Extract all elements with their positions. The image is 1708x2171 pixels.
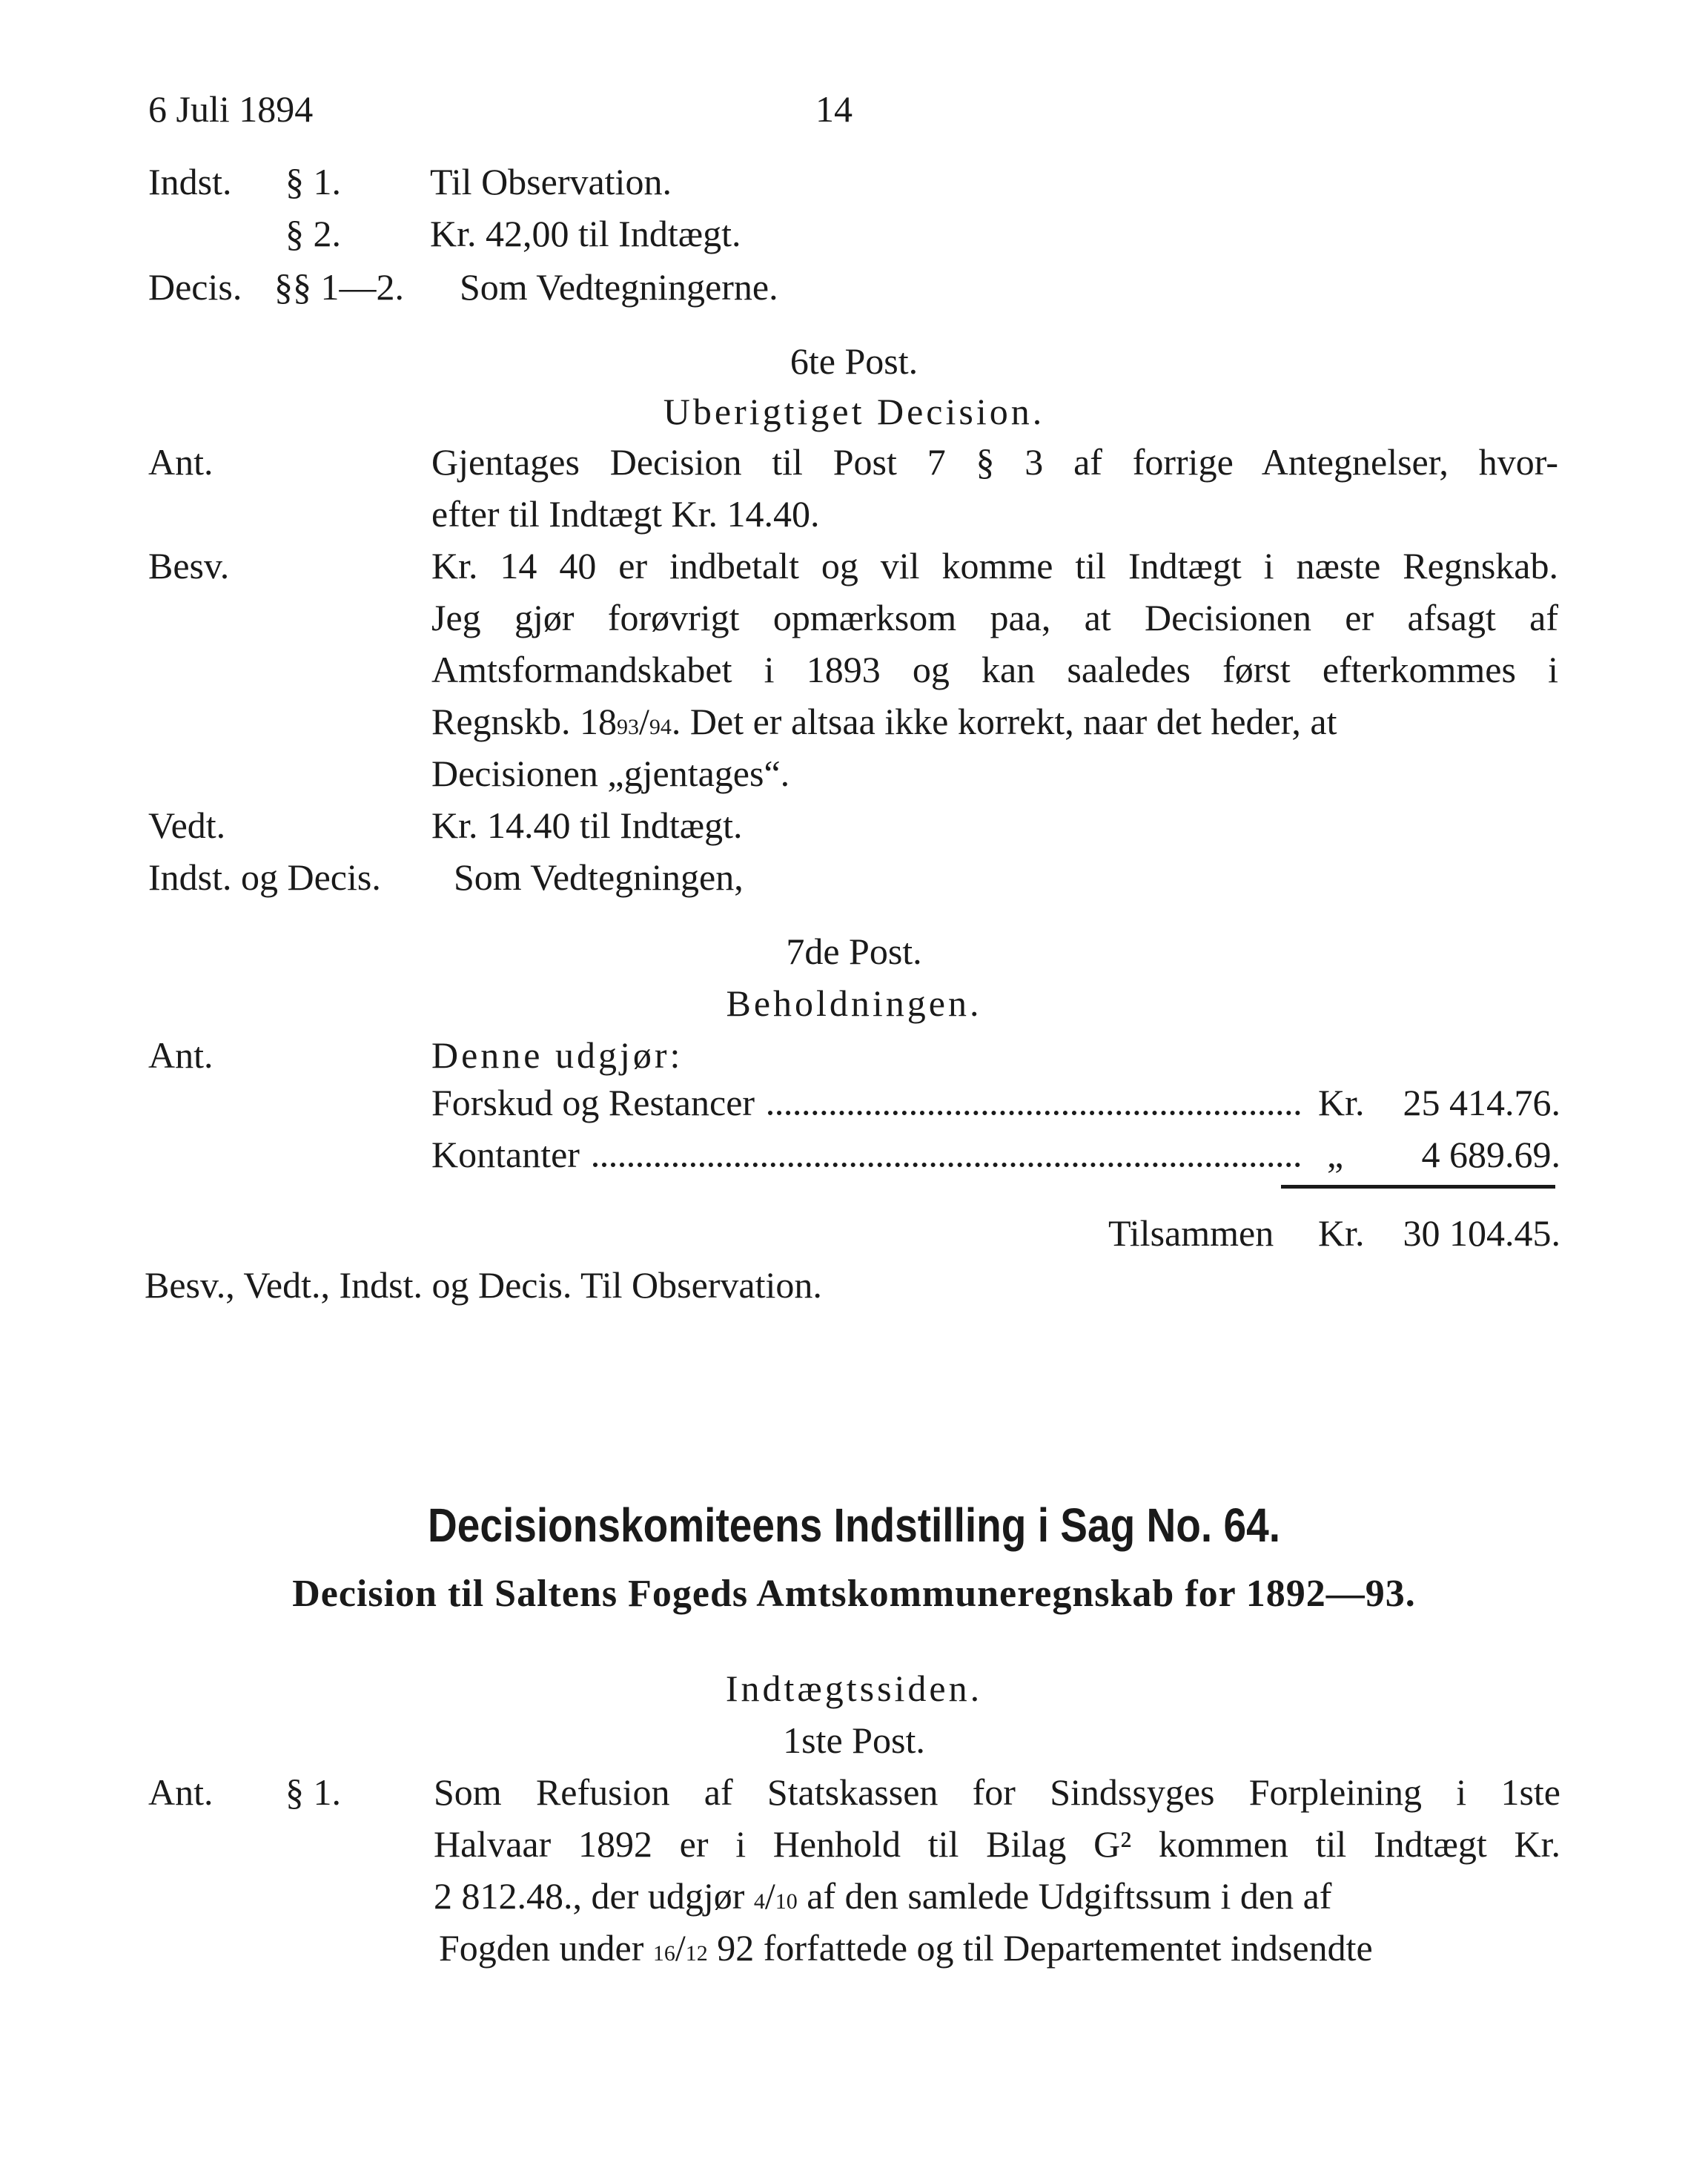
sum-rule: [1281, 1185, 1555, 1189]
vedt-text: Kr. 14.40 til Indtægt.: [431, 804, 743, 846]
body-line: Som Refusion af Statskassen for Sindssyges Forpleining i 1ste: [434, 1771, 1560, 1813]
ledger-amount: 4 689.69.: [1421, 1134, 1560, 1175]
besv-text-line: Decisionen „gjentages“.: [431, 753, 790, 794]
closing-line: Besv., Vedt., Indst. og Decis. Til Observation.: [145, 1264, 822, 1306]
body-fragment: 92 forfattede og til Departementet indsendte: [707, 1927, 1373, 1969]
fraction-slash: /: [764, 1875, 775, 1917]
body-fragment: 2 812.48., der udgjør: [434, 1875, 754, 1917]
post7-subtitle: Beholdningen.: [726, 982, 982, 1024]
post6-title: 6te Post.: [790, 340, 918, 382]
ant-text-line: efter til Indtægt Kr. 14.40.: [431, 493, 820, 535]
row-text: Som Vedtegningerne.: [460, 266, 778, 308]
side-title: Indtægtssiden.: [725, 1668, 983, 1709]
section-heading: Decisionskomiteens Indstilling i Sag No. 64.: [427, 1498, 1281, 1552]
dot-leader: [593, 1163, 1300, 1167]
post6-subtitle: Uberigtiget Decision.: [663, 391, 1045, 432]
besv-text-line: Kr. 14 40 er indbetalt og vil komme til Indtægt i næste Regnskab.: [431, 545, 1558, 586]
besv-text-line: Amtsformandskabet i 1893 og kan saaledes først efterkommes i: [431, 649, 1558, 690]
fraction-slash: /: [675, 1927, 686, 1969]
ledger-row: [431, 1136, 1314, 1174]
row-text: Til Observation.: [430, 161, 672, 202]
row-paragraph: § 2.: [285, 213, 341, 254]
ledger-amount: 25 414.76.: [1403, 1082, 1560, 1123]
ledger-currency: Kr.: [1318, 1082, 1365, 1123]
ant-label: Ant.: [148, 1771, 214, 1813]
body-fragment: Fogden under: [439, 1927, 653, 1969]
row-paragraph: § 1.: [285, 161, 341, 202]
fraction-slash: /: [639, 701, 649, 742]
ledger-label: Kontanter: [431, 1134, 580, 1175]
ledger-row: [431, 1084, 1314, 1123]
vedt-label: Vedt.: [148, 804, 226, 846]
page-date: 6 Juli 1894: [148, 88, 314, 130]
body-line: 2 812.48., der udgjør 4 / 10 af den samlede Udgiftssum i den af: [434, 1877, 1560, 1914]
row-paragraph: §§ 1—2.: [274, 266, 404, 308]
ant-label: Ant.: [148, 1034, 214, 1076]
body-line: Fogden under 16 / 12 92 forfattede og til Departementet indsendte: [439, 1929, 1560, 1966]
total-currency: Kr.: [1318, 1212, 1365, 1254]
ant-paragraph: § 1.: [285, 1771, 341, 1813]
section-subheading: Decision til Saltens Fogeds Amtskommuneregnskab for 1892—93.: [292, 1573, 1416, 1615]
besv-fragment: Regnskb. 18: [431, 701, 617, 742]
ant-label: Ant.: [148, 441, 214, 483]
ant-text-line: Gjentages Decision til Post 7 § 3 af forrige Antegnelser, hvor-: [431, 441, 1558, 483]
body-fragment: af den samlede Udgiftssum i den af: [797, 1875, 1332, 1917]
total-label: Tilsammen: [1108, 1212, 1274, 1254]
ledger-label: Forskud og Restancer: [431, 1082, 755, 1123]
total-amount: 30 104.45.: [1403, 1212, 1560, 1254]
ant-intro: Denne udgjør:: [431, 1034, 683, 1076]
besv-text-line: Regnskb. 18 93 / 94 . Det er altsaa ikke korrekt, naar det heder, at: [431, 703, 1558, 740]
dot-leader: [768, 1111, 1300, 1115]
indst-text: Som Vedtegningen,: [454, 856, 744, 898]
row-text: Kr. 42,00 til Indtægt.: [430, 213, 741, 254]
indst-label: Indst. og Decis.: [148, 856, 381, 898]
post7-title: 7de Post.: [786, 931, 922, 972]
page-number: 14: [815, 88, 853, 130]
besv-label: Besv.: [148, 545, 230, 586]
body-line: Halvaar 1892 er i Henhold til Bilag G² kommen til Indtægt Kr.: [434, 1823, 1560, 1865]
row-label: Indst.: [148, 161, 232, 202]
besv-fragment: . Det er altsaa ikke korrekt, naar det heder, at: [671, 701, 1337, 742]
post-title: 1ste Post.: [783, 1719, 925, 1761]
besv-text-line: Jeg gjør forøvrigt opmærksom paa, at Decisionen er afsagt af: [431, 597, 1558, 638]
ledger-currency: „: [1327, 1134, 1344, 1175]
row-label: Decis.: [148, 266, 242, 308]
